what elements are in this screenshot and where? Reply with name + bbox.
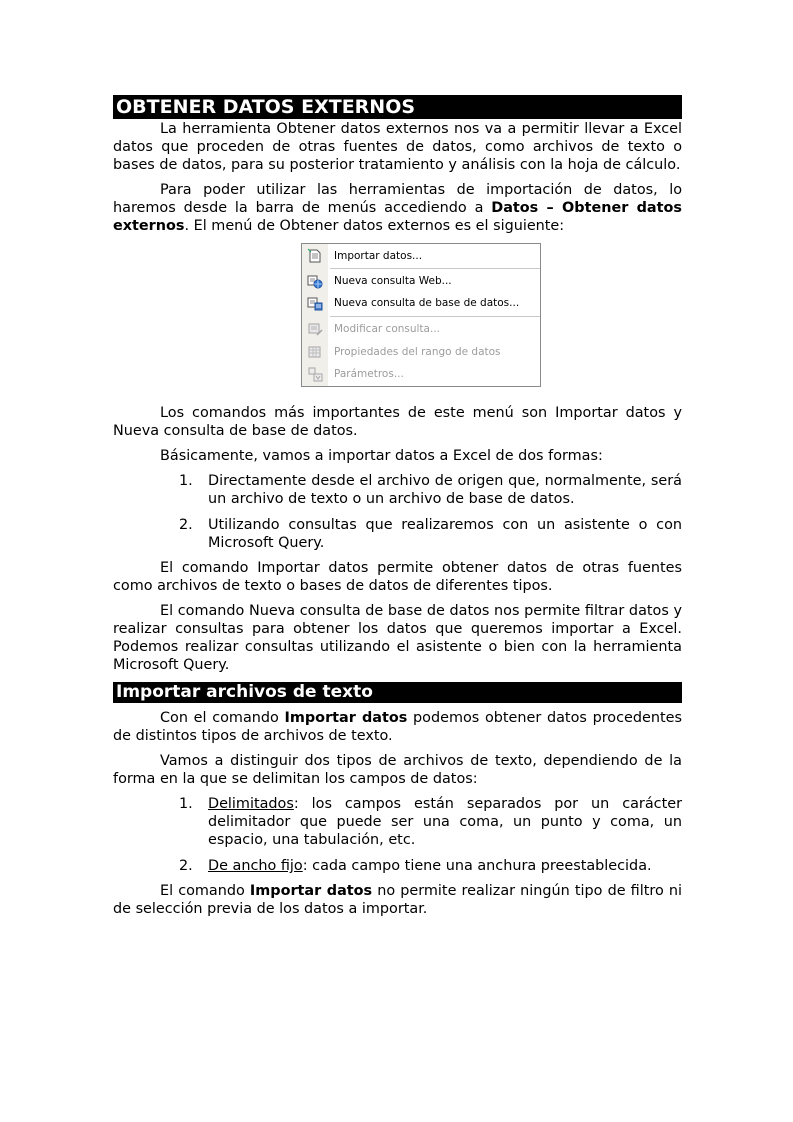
- section-heading: OBTENER DATOS EXTERNOS: [113, 95, 682, 119]
- menu-path: Datos – Obtener datos externos: [113, 200, 682, 234]
- list-item: 2. Utilizando consultas que realizaremos con un asistente o con Microsoft Query.: [179, 517, 682, 551]
- menu-separator: [330, 316, 540, 317]
- paragraph-main-commands: Los comandos más importantes de este menú son Importar datos y Nueva consulta de base de datos.: [113, 405, 682, 439]
- text-file-types-list: [113, 795, 682, 875]
- list-item: 1. Delimitados: los campos están separados por un carácter delimitador que puede ser una coma, un punto y coma, un espacio, una tabulación, etc.: [179, 796, 682, 848]
- web-query-icon: [307, 273, 323, 289]
- paragraph-text-types: Vamos a distinguir dos tipos de archivos de texto, dependiendo de la forma en la que se delimitan los campos de datos:: [113, 753, 682, 787]
- paragraph-import-text: Con el comando Importar datos podemos obtener datos procedentes de distintos tipos de archivos de texto.: [113, 710, 682, 744]
- list-item: 1. Directamente desde el archivo de origen que, normalmente, será un archivo de texto o un archivo de base de datos.: [179, 473, 682, 507]
- menu-item-nueva-consulta-web[interactable]: Nueva consulta Web...: [302, 270, 540, 292]
- list-item: 2. De ancho fijo: cada campo tiene una anchura preestablecida.: [179, 858, 652, 874]
- paragraph-import-command: El comando Importar datos permite obtener datos de otras fuentes como archivos de texto o bases de datos de diferentes tipos.: [113, 560, 682, 594]
- import-methods-list: [113, 472, 682, 552]
- menu-item-propiedades-rango[interactable]: Propiedades del rango de datos: [302, 341, 540, 363]
- paragraph-two-ways: Básicamente, vamos a importar datos a Excel de dos formas:: [160, 448, 603, 464]
- range-properties-icon: [307, 344, 323, 360]
- parameters-icon: [307, 366, 323, 382]
- database-query-icon: [307, 295, 323, 311]
- paragraph-intro: La herramienta Obtener datos externos nos va a permitir llevar a Excel datos que proceden de otras fuentes de datos, como archivos de texto o bases de datos, para su posterior tratamiento y análisis con la hoja de cálculo.: [113, 121, 682, 173]
- paragraph-menu-access: Para poder utilizar las herramientas de importación de datos, lo haremos desde la barra de menús accediendo a Datos – Obtener datos externos. El menú de Obtener datos externos es el siguiente:: [113, 182, 682, 234]
- document-page: [113, 95, 682, 918]
- menu-item-modificar-consulta[interactable]: Modificar consulta...: [302, 318, 540, 340]
- external-data-menu: [301, 243, 541, 387]
- menu-item-importar-datos[interactable]: Importar datos...: [302, 245, 540, 267]
- menu-separator: [330, 268, 540, 269]
- paragraph-no-filter: El comando Importar datos no permite realizar ningún tipo de filtro ni de selección previa de los datos a importar.: [113, 883, 682, 917]
- subsection-heading: Importar archivos de texto: [113, 682, 682, 703]
- import-data-icon: [307, 248, 323, 264]
- paragraph-db-query: El comando Nueva consulta de base de datos nos permite filtrar datos y realizar consultas para obtener los datos que queremos importar a Excel. Podemos realizar consultas utilizando el asistente o bien con la herramienta Microsoft Query.: [113, 603, 682, 673]
- menu-item-parametros[interactable]: Parámetros...: [302, 363, 540, 385]
- edit-query-icon: [307, 321, 323, 337]
- menu-item-nueva-consulta-bd[interactable]: Nueva consulta de base de datos...: [302, 292, 540, 314]
